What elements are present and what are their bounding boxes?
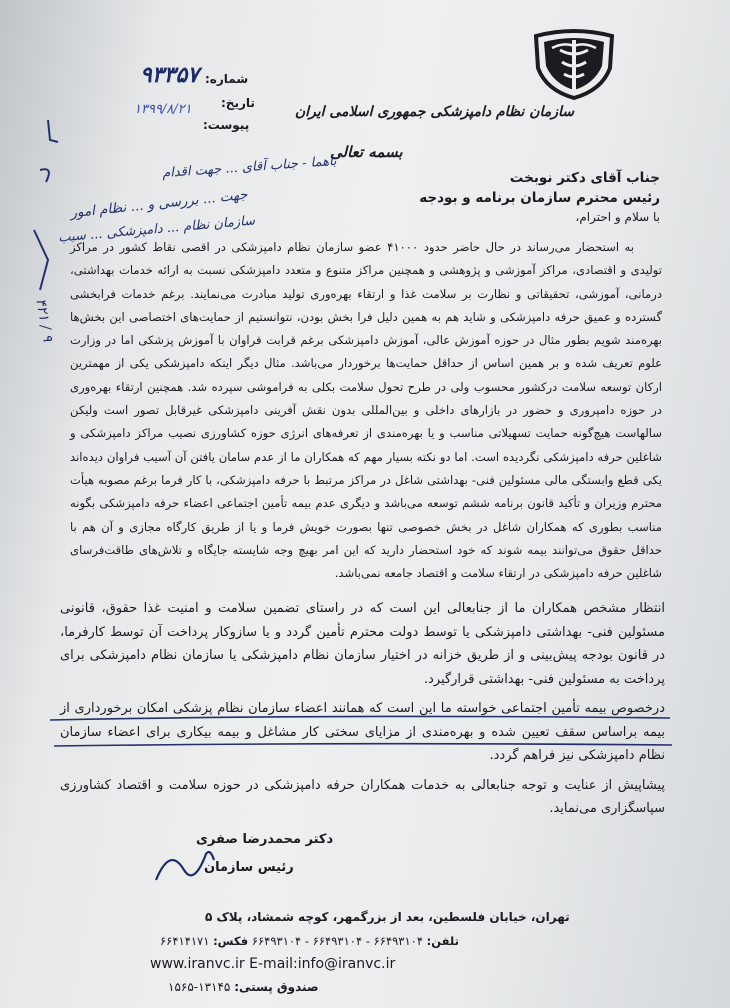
body-paragraph-2: انتظار مشخص همکاران ما از جنابعالی این است که در راستای تضمین سلامت و امنیت غذا حقوق، قانونی مسئولین فنی- بهداشتی دامپزشکی یا توسط دولت محترم تأمین گردد و یا سازوکار پرداخت آن توسط کارفرما، در قانون بودجه پیش‌بینی و از طریق خزانه در اختیار سازمان نظام دامپزشکی یا سازمان نظام دامپزشکی برای پرداخت به مسئولین فنی- بهداشتی قرارگیرد. [60,601,665,687]
handwritten-note-1: باهما - جناب آقای ... جهت اقدام [161,153,338,182]
date-label: تاریخ: [221,96,255,110]
greeting: با سلام و احترام، [575,210,660,224]
handwritten-note-2: جهت ... بررسی و ... نظام امور [69,186,249,222]
signatory-name: دکتر محمدرضا صفری [196,832,334,847]
addressee-subtitle: رئیس محترم سازمان برنامه و بودجه [419,190,660,206]
signatory-title: رئیس سازمان [204,860,294,875]
signature-mark [150,840,220,890]
handwritten-scribble [20,110,70,320]
phone-label: تلفن: [426,934,459,948]
number-label: شماره: [205,72,249,86]
footer-pobox-line [168,980,319,994]
email-label: E-mail: [249,956,298,972]
caduceus-shield-icon [530,28,618,100]
handwritten-underline [40,712,680,752]
body-paragraph-4: پیشاپیش از عنایت و توجه جنابعالی به خدمات همکاران حرفه دامپزشکی در حوزه سلامت و اقتصاد کشاورزی سپاسگزاری می‌نماید. [60,777,665,816]
phone-numbers: ۶۶۴۹۳۱۰۴ - ۶۶۴۹۳۱۰۴ - ۶۶۴۹۳۱۰۴ [251,934,424,948]
basmala: بسمه تعالی [330,143,403,161]
letter-date: ۱۳۹۹/۸/۲۱ [134,102,192,117]
footer-address: تهران، خیابان فلسطین، بعد از بزرگمهر، کوچه شمشاد، پلاک ۵ [205,910,570,924]
addressee-title: جناب آقای دکتر نوبخت [509,170,660,186]
letter-number: ۹۳۳۵۷ [140,62,200,88]
email-link[interactable]: info@iranvc.ir [297,956,396,972]
body-paragraph-3: درخصوص بیمه تأمین اجتماعی خواسته ما این است که همانند اعضاء سازمان نظام پزشکی امکان برخورداری از بیمه براساس سقف تعیین شده و بهره‌مندی از مزایای سختی کار مشاغل و بیمه بیکاری برای اعضاء سازمان نظام دامپزشکی نیز فراهم گردد. [60,701,665,763]
addressee-block [419,170,660,224]
pobox-number: ۱۳۱۴۵-۱۵۶۵ [168,980,231,994]
body-paragraph-1: به استحضار می‌رساند در حال حاضر حدود ۴۱۰۰۰ عضو سازمان نظام دامپزشکی در اقصی نقاط کشور در مراکز تولیدی و اقتصادی، مراکز آموزشی و پژوهشی و همچنین مراکز متنوع و متعدد دامپزشکی نسبت به ارائه خدمات بهداشتی، درمانی، آموزشی، تحقیقاتی و نظارت بر سلامت غذا و ارتقاء بهره‌وری تولید مبادرت می‌نمایند. برغم خدمات فرابخشی گسترده و عمیق حرفه دامپزشکی و شاید هم به همین دلیل فرا بخش بودن، نتوانستیم از حمایت‌های اختصاصی این بخش‌ها بهره‌مند شویم بطور مثال در حوزه آموزش عالی، آموزش دامپزشکی برغم قرابت فراوان با آموزش پزشکی اما در وزارت علوم تعریف شده و بر همین اساس از حداقل حمایت‌ها برخوردار می‌باشد. مثال دیگر اینکه دامپزشکی یکی از مهمترین ارکان توسعه سلامت درکشور محسوب ولی در طرح تحول سلامت بکلی به فراموشی سپرده شد. همچنین ارتقاء بهره‌وری در حوزه دامپروری و حضور در بازارهای داخلی و بین‌المللی بدون نقش آفرینی دامپزشکی غیرقابل تصور است ولیکن سالهاست هیچ‌گونه حمایت تسهیلاتی مناسب و یا بهره‌مندی از تعرفه‌های انرژی حوزه کشاورزی نصیب مراکز دامپزشکی و شاغلین حرفه دامپزشکی نگردیده است. اما دو نکته بسیار مهم که همکاران ما از عدم سامان یافتن آن آسیب فراوان دیده‌اند یکی قطع وابستگی مالی مسئولین فنی- بهداشتی شاغل در مراکز مرتبط با حرفه دامپزشکی، با کار فرما برغم مصوبه هیأت محترم وزیران و تأکید قانون برنامه ششم توسعه می‌باشد و دیگری عدم بیمه تأمین اجتماعی اعضاء حرفه دامپزشکی بگونه مناسب بطوری که همکاران شاغل در بخش خصوصی تنها بصورت خویش فرما و یا از طریق کارگاه مجازی و آن هم با حداقل حقوق می‌توانند بیمه شوند که خود استحضار دارید که این امر بهیچ وجه شایسته جایگاه و تلاش‌های طاقت‌فرسای شاغلین حرفه دامپزشکی در ارتقاء سلامت و اقتصاد جامعه نمی‌باشد. [70,240,662,581]
website-link[interactable]: www.iranvc.ir [150,956,245,972]
footer-web-line [150,956,395,972]
handwritten-note-3: سازمان نظام ... دامپزشکی ... سبب [57,213,256,246]
handwritten-side-note: ۴۲۱ / ۹ [32,297,56,343]
fax-number: ۶۶۴۱۴۱۷۱ [160,934,210,948]
footer-phones-line [160,934,459,948]
organization-name: سازمان نظام دامپزشکی جمهوری اسلامی ایران [294,104,574,120]
body-paragraphs-block [60,597,665,821]
fax-label: فکس: [213,934,249,948]
pobox-label: صندوق پستی: [234,980,319,994]
attachment-label: پیوست: [203,118,250,132]
body-paragraph-1-block [70,236,662,585]
